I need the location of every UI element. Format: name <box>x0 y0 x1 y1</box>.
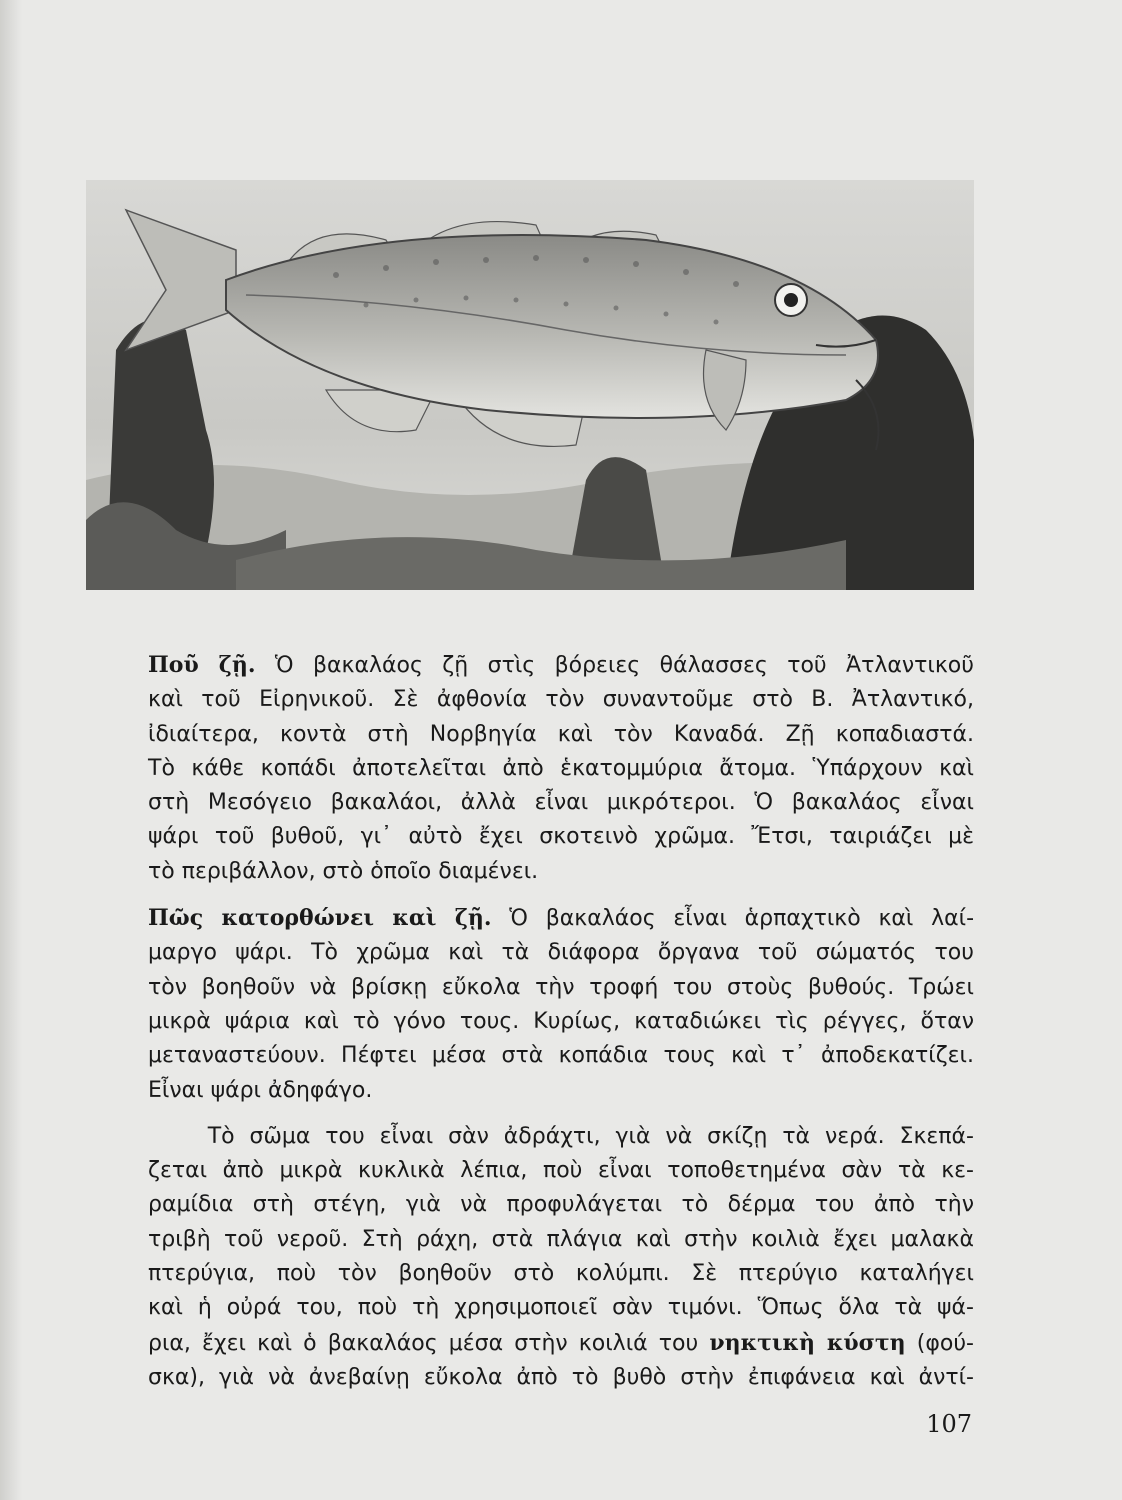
section-heading-how-it-survives: Πῶς κατορθώνει καὶ ζῇ. <box>148 905 492 932</box>
text-line: πτερύγια, ποὺ τὸν βοηθοῦν στὸ κολύμπι. Σὲ πτερύγιο καταλήγει <box>148 1261 974 1287</box>
text-line: ραμίδια στὴ στέγη, γιὰ νὰ προφυλάγεται τὸ δέρμα του ἀπὸ τὴν <box>148 1192 974 1218</box>
text-line: τὸ περιβάλλον, στὸ ὁποῖο διαμένει. <box>148 858 539 884</box>
text-line: τριβὴ τοῦ νεροῦ. Στὴ ράχη, στὰ πλάγια καὶ στὴν κοιλιὰ ἔχει μαλακὰ <box>148 1226 974 1252</box>
text-fragment: (φού- <box>916 1330 974 1356</box>
text-line: στὴ Μεσόγειο βακαλάοι, ἀλλὰ εἶναι μικρότεροι. Ὁ βακαλάος εἶναι <box>148 790 974 816</box>
text-line: καὶ ἡ οὐρά του, ποὺ τὴ χρησιμοποιεῖ σὰν τιμόνι. Ὅπως ὅλα τὰ ψά- <box>148 1295 974 1321</box>
text-line: Τὸ κάθε κοπάδι ἀποτελεῖται ἀπὸ ἑκατομμύρια ἄτομα. Ὑπάρχουν καὶ <box>148 755 974 781</box>
text-line: ἰδιαίτερα, κοντὰ στὴ Νορβηγία καὶ τὸν Καναδά. Ζῇ κοπαδιαστά. <box>148 721 974 747</box>
text-line: ψάρι τοῦ βυθοῦ, γι᾿ αὐτὸ ἔχει σκοτεινὸ χρῶμα. Ἔτσι, ταιριάζει μὲ <box>148 824 974 850</box>
text-line: καὶ τοῦ Εἰρηνικοῦ. Σὲ ἀφθονία τὸν συναντοῦμε στὸ Β. Ἀτλαντικό, <box>148 687 974 713</box>
fish-illustration <box>86 180 974 590</box>
paragraph-how-it-survives <box>148 901 974 1108</box>
page-edge-shadow <box>0 0 22 1500</box>
section-heading-where-it-lives: Ποῦ ζῇ. <box>148 652 256 678</box>
text-line: Ὁ βακαλάος ζῇ στὶς βόρειες θάλασσες τοῦ Ἀτλαντικοῦ <box>274 653 974 678</box>
text-line: Ὁ βακαλάος εἶναι ἁρπαχτικὸ καὶ λαί- <box>509 906 975 932</box>
text-line: ρια, ἔχει καὶ ὁ βακαλάος μέσα στὴν κοιλιά του <box>148 1330 699 1356</box>
text-line: Τὸ σῶμα του εἶναι σὰν ἀδράχτι, γιὰ νὰ σκίζῃ τὰ νερά. Σκεπά- <box>207 1123 974 1149</box>
text-line: μικρὰ ψάρια καὶ τὸ γόνο τους. Κυρίως, καταδιώκει τὶς ρέγγες, ὅταν <box>148 1008 974 1034</box>
text-line: Εἶναι ψάρι ἀδηφάγο. <box>148 1077 373 1103</box>
body-text <box>148 648 974 1395</box>
paragraph-body-description <box>148 1120 974 1395</box>
text-line: σκα), γιὰ νὰ ἀνεβαίνῃ εὔκολα ἀπὸ τὸ βυθὸ στὴν ἐπιφάνεια καὶ ἀντί- <box>148 1364 974 1390</box>
paragraph-where-it-lives <box>148 648 974 889</box>
text-line: μεταναστεύουν. Πέφτει μέσα στὰ κοπάδια τους καὶ τ᾿ ἀποδεκατίζει. <box>148 1043 974 1069</box>
page-number: 107 <box>926 1410 972 1438</box>
text-line: μαργο ψάρι. Τὸ χρῶμα καὶ τὰ διάφορα ὄργανα τοῦ σώματός του <box>148 940 974 966</box>
bold-term-swim-bladder: νηκτικὴ κύστη <box>709 1329 906 1356</box>
text-line: τὸν βοηθοῦν νὰ βρίσκῃ εὔκολα τὴν τροφή του στοὺς βυθούς. Τρώει <box>148 974 974 1000</box>
text-line: ζεται ἀπὸ μικρὰ κυκλικὰ λέπια, ποὺ εἶναι τοποθετημένα σὰν τὰ κε- <box>148 1158 974 1184</box>
